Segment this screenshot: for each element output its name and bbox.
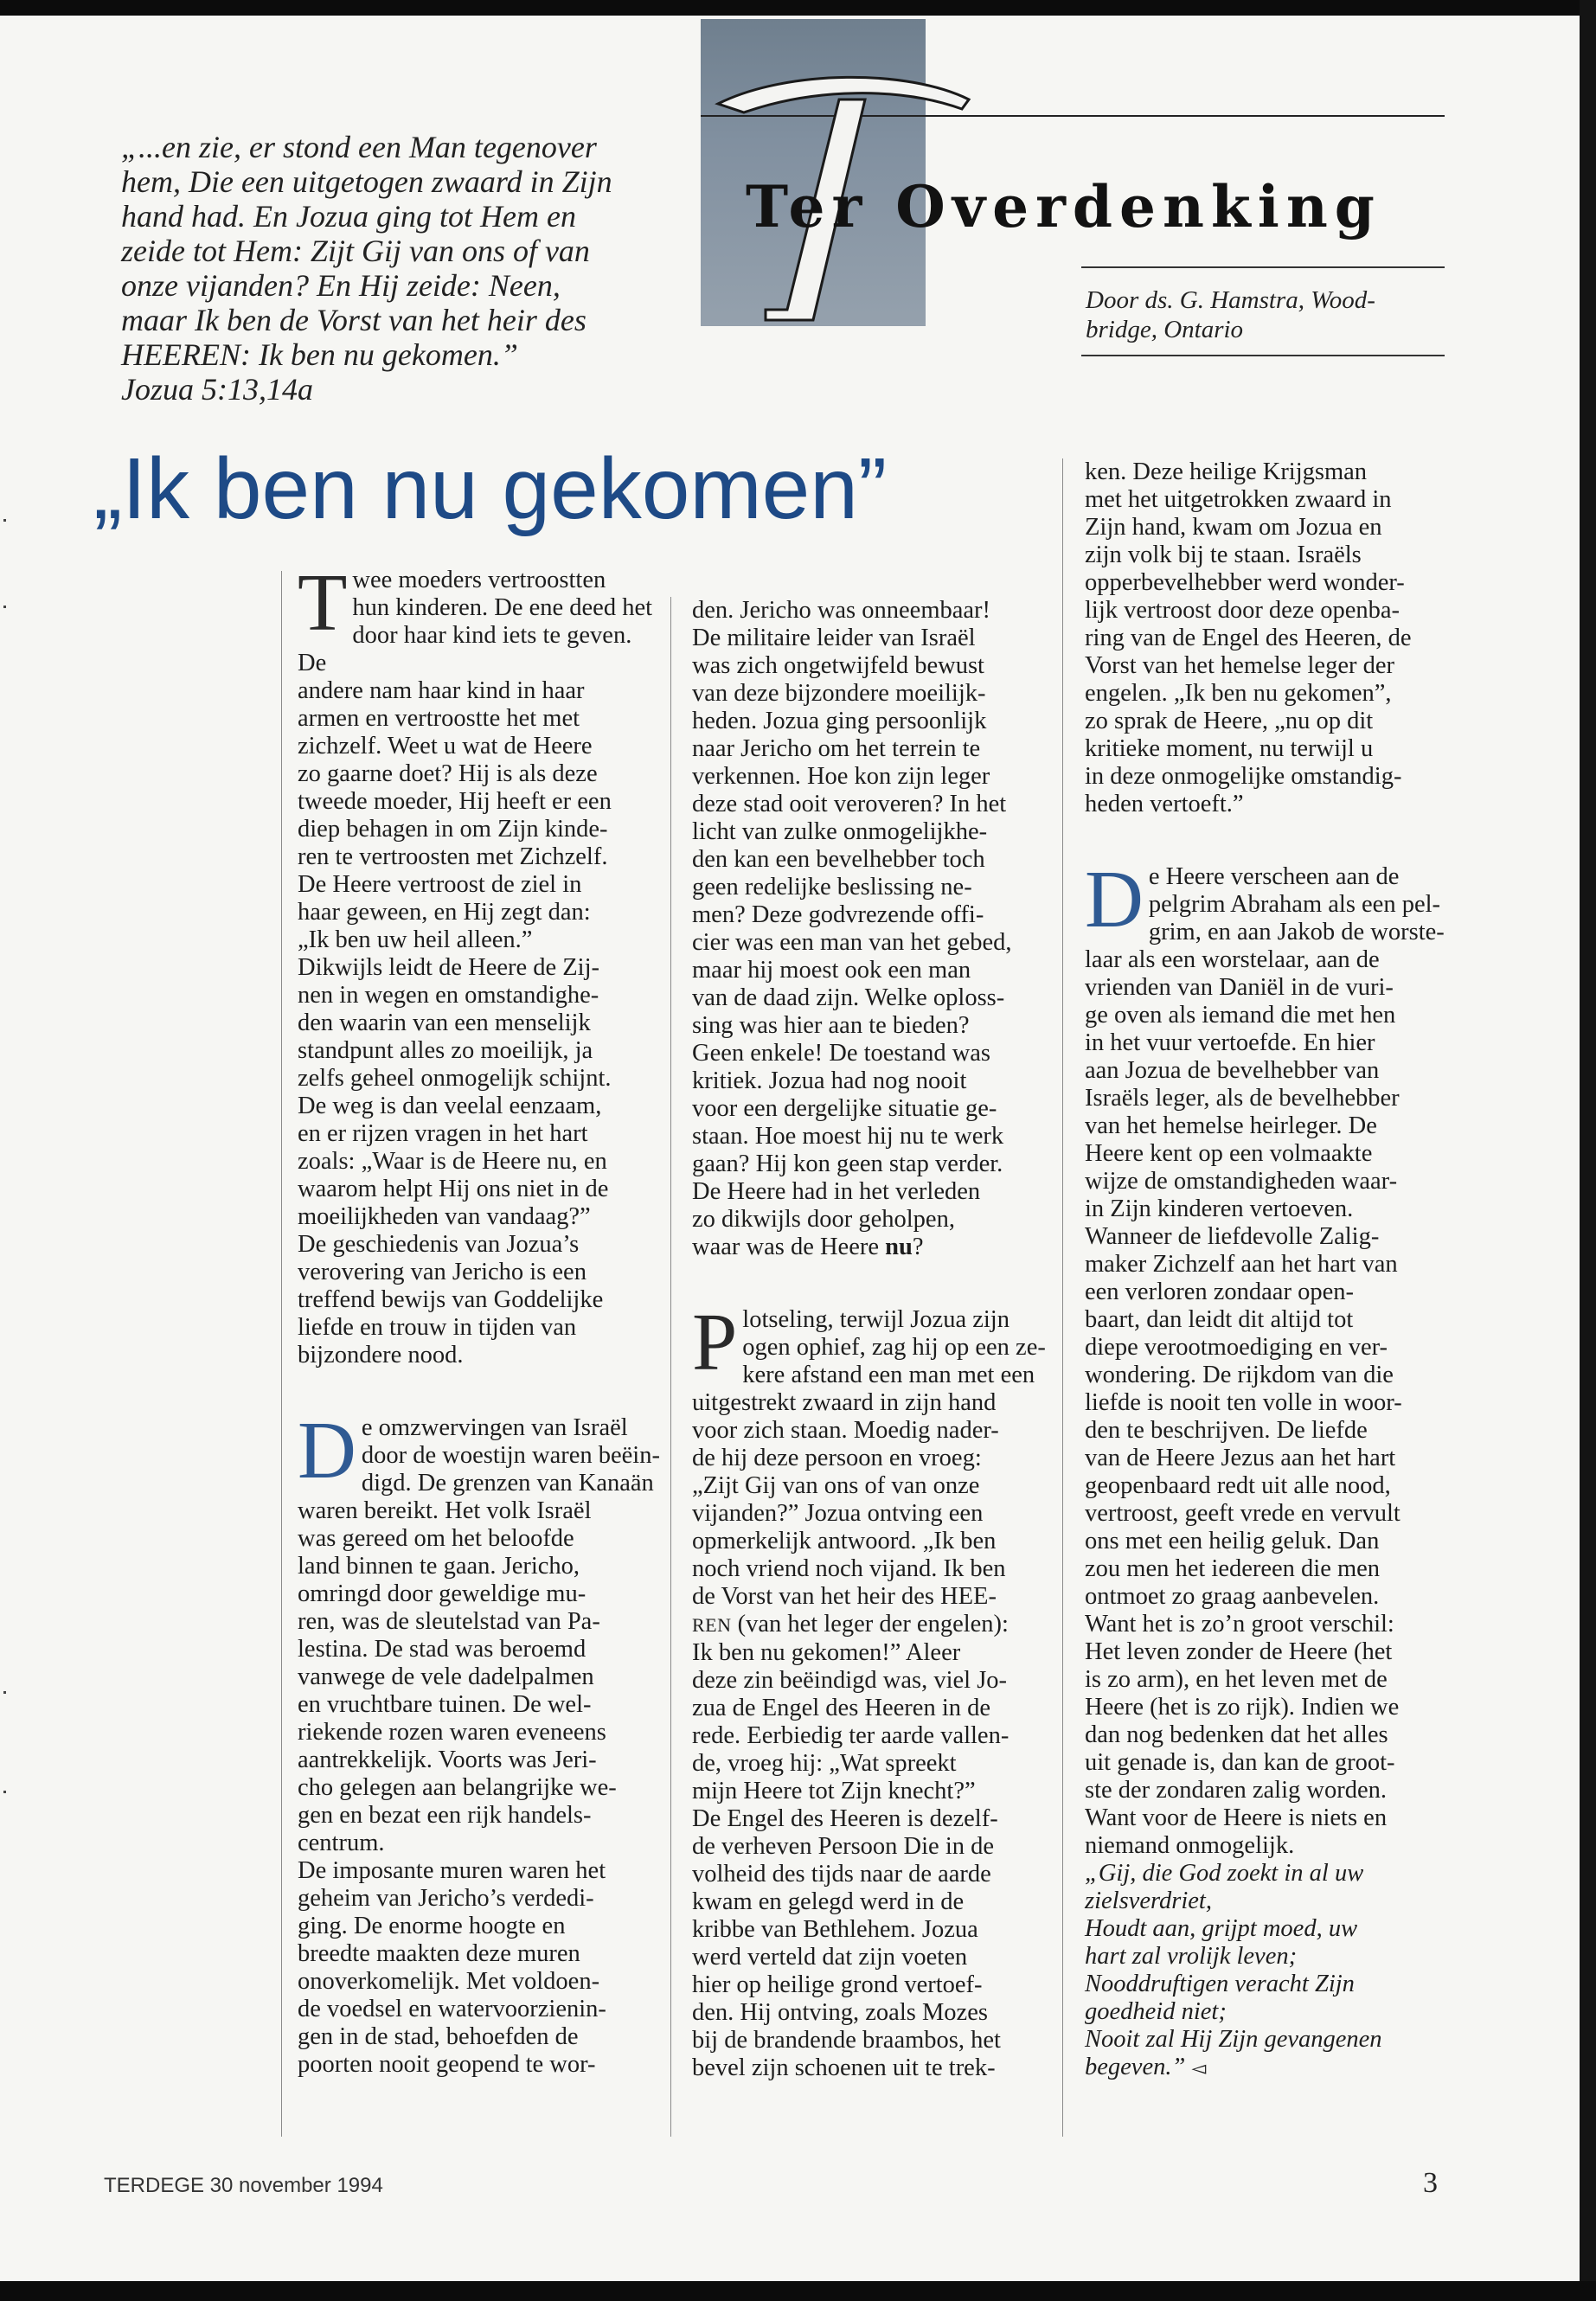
text-line: deze zin beëindigd was, viel Jo- bbox=[692, 1667, 1008, 1694]
text-line: laar als een worstelaar, aan de bbox=[1085, 946, 1380, 973]
text-line: Vorst van het hemelse leger der bbox=[1085, 652, 1394, 679]
margin-mark bbox=[3, 606, 6, 608]
text-line: engelen. „Ik ben nu gekomen”, bbox=[1085, 680, 1392, 707]
quote-line: onze vijanden? En Hij zeide: Neen, bbox=[121, 268, 561, 303]
text-line: andere nam haar kind in haar bbox=[298, 677, 585, 704]
text-line: van de daad zijn. Welke oploss- bbox=[692, 984, 1005, 1011]
text-line: geheim van Jericho’s verdedi- bbox=[298, 1885, 594, 1912]
text-line: bevel zijn schoenen uit te trek- bbox=[692, 2054, 996, 2081]
text-line: bij de brandende braambos, het bbox=[692, 2027, 1001, 2054]
text-line: was zich ongetwijfeld bewust bbox=[692, 652, 984, 679]
text-line: ontmoet zo graag aanbevelen. bbox=[1085, 1583, 1380, 1610]
text-line: de Vorst van het heir des HEE- bbox=[692, 1583, 997, 1610]
text-line: moeilijkheden van vandaag?” bbox=[298, 1203, 591, 1230]
text-line: men? Deze godvrezende offi- bbox=[692, 901, 984, 928]
text-line: kritieke moment, nu terwijl u bbox=[1085, 735, 1374, 762]
text-line: e Heere verscheen aan de bbox=[1148, 863, 1400, 890]
quote-line: maar Ik ben de Vorst van het heir des bbox=[121, 303, 586, 337]
text-line: „Zijt Gij van ons of van onze bbox=[692, 1472, 980, 1499]
text-line: de hij deze persoon en vroeg: bbox=[692, 1445, 982, 1471]
drop-cap: T bbox=[298, 558, 348, 648]
text-line: De Engel des Heeren is dezelf- bbox=[692, 1805, 998, 1832]
text-line: deze stad ooit veroveren? In het bbox=[692, 791, 1007, 817]
text-line: werd verteld dat zijn voeten bbox=[692, 1944, 968, 1971]
text-line: kribbe van Bethlehem. Jozua bbox=[692, 1916, 978, 1943]
svg-text:T: T bbox=[813, 261, 819, 271]
paragraph bbox=[1085, 855, 1457, 1860]
text-line: „Ik ben uw heil alleen.” bbox=[298, 926, 533, 953]
text-line: vertroost, geeft vrede en vervult bbox=[1085, 1500, 1401, 1527]
text-line: e omzwervingen van Israël bbox=[361, 1414, 628, 1441]
text-line: gen in de stad, behoefden de bbox=[298, 2023, 579, 2050]
paragraph bbox=[1085, 458, 1457, 818]
text-line: vrienden van Daniël in de vuri- bbox=[1085, 974, 1394, 1001]
text-line: liefde en trouw in tijden van bbox=[298, 1314, 577, 1341]
text-line: was gereed om het beloofde bbox=[298, 1525, 574, 1552]
margin-mark bbox=[3, 1691, 6, 1694]
text-line: noch vriend noch vijand. Ik ben bbox=[692, 1555, 1006, 1582]
paragraph bbox=[692, 597, 1055, 1261]
text-line: treffend bewijs van Goddelijke bbox=[298, 1286, 604, 1313]
text-line: kritiek. Jozua had nog nooit bbox=[692, 1067, 967, 1094]
text-line: haar geween, en Hij zegt dan: bbox=[298, 899, 591, 926]
poem bbox=[1085, 1860, 1457, 2082]
text-line-prefix: waar was de Heere bbox=[692, 1234, 886, 1260]
text-line: standpunt alles zo moeilijk, ja bbox=[298, 1037, 593, 1064]
text-line: poorten nooit geopend te wor- bbox=[298, 2051, 596, 2078]
author-line: Door ds. G. Hamstra, Wood- bbox=[1086, 286, 1375, 314]
quote-line: hand had. En Jozua ging tot Hem en bbox=[121, 199, 576, 234]
text-line: Het leven zonder de Heere (het bbox=[1085, 1638, 1393, 1665]
column-rule bbox=[670, 597, 671, 2137]
text-line: nen in wegen en omstandighe- bbox=[298, 982, 599, 1009]
text-line: voor een dergelijke situatie ge- bbox=[692, 1095, 997, 1122]
text-line: armen en vertroostte het met bbox=[298, 705, 580, 732]
text-line: zijn volk bij te staan. Israëls bbox=[1085, 542, 1362, 568]
article-headline: „Ik ben nu gekomen” bbox=[93, 440, 888, 537]
text-line: Wanneer de liefdevolle Zalig- bbox=[1085, 1223, 1380, 1250]
text-line: hun kinderen. De ene deed het bbox=[352, 594, 653, 621]
scripture-quote bbox=[121, 130, 675, 407]
text-line: aantrekkelijk. Voorts was Jeri- bbox=[298, 1747, 597, 1773]
text-line: verovering van Jericho is een bbox=[298, 1259, 586, 1285]
text-line: den kan een bevelhebber toch bbox=[692, 846, 985, 873]
text-line: ken. Deze heilige Krijgsman bbox=[1085, 458, 1368, 485]
author-byline bbox=[1086, 285, 1449, 344]
text-line: van deze bijzondere moeilijk- bbox=[692, 680, 986, 707]
text-line: mijn Heere tot Zijn knecht?” bbox=[692, 1778, 976, 1804]
margin-mark bbox=[3, 1791, 6, 1793]
text-line-suffix: ? bbox=[912, 1234, 924, 1260]
text-line: heden. Jozua ging persoonlijk bbox=[692, 708, 987, 734]
text-line: in het vuur vertoefde. En hier bbox=[1085, 1029, 1375, 1056]
text-line: licht van zulke onmogelijkhe- bbox=[692, 818, 988, 845]
text-line: ring van de Engel des Heeren, de bbox=[1085, 625, 1412, 651]
text-line: zua de Engel des Heeren in de bbox=[692, 1695, 991, 1721]
text-line: heden vertoeft.” bbox=[1085, 791, 1244, 817]
text-line: is zo arm), en het leven met de bbox=[1085, 1666, 1388, 1693]
text-line: gaan? Hij kon geen stap verder. bbox=[692, 1150, 1003, 1177]
text-line: land binnen te gaan. Jericho, bbox=[298, 1553, 580, 1580]
text-line: naar Jericho om het terrein te bbox=[692, 735, 981, 762]
emphasis-text: nu bbox=[885, 1234, 913, 1260]
text-line: wondering. De rijkdom van die bbox=[1085, 1362, 1394, 1388]
text-line: kere afstand een man met een bbox=[742, 1362, 1035, 1388]
article-column-1 bbox=[298, 558, 661, 2079]
poem-line: goedheid niet; bbox=[1085, 1998, 1227, 2025]
text-line: Heere kent op een volmaakte bbox=[1085, 1140, 1373, 1167]
text-line: lestina. De stad was beroemd bbox=[298, 1636, 586, 1663]
bottom-scan-edge bbox=[0, 2281, 1596, 2301]
text-line: ren te vertroosten met Zichzelf. bbox=[298, 843, 608, 870]
text-line: ogen ophief, zag hij op een ze- bbox=[742, 1334, 1046, 1361]
text-line: Israëls leger, als de bevelhebber bbox=[1085, 1085, 1400, 1112]
text-line: De Heere vertroost de ziel in bbox=[298, 871, 582, 898]
text-line: in Zijn kinderen vertoeven. bbox=[1085, 1195, 1354, 1222]
text-line: de verheven Persoon Die in de bbox=[692, 1833, 995, 1860]
text-line: lijk vertroost door deze openba- bbox=[1085, 597, 1401, 624]
text-line: rede. Eerbiedig ter aarde vallen- bbox=[692, 1722, 1010, 1749]
text-line: waarom helpt Hij ons niet in de bbox=[298, 1176, 609, 1202]
text-line: onoverkomelijk. Met voldoen- bbox=[298, 1968, 600, 1995]
text-line: voor zich staan. Moedig nader- bbox=[692, 1417, 999, 1444]
text-line: Heere (het is zo rijk). Indien we bbox=[1085, 1694, 1400, 1721]
text-line: opmerkelijk antwoord. „Ik ben bbox=[692, 1528, 997, 1554]
text-line: ge oven als iemand die met hen bbox=[1085, 1002, 1396, 1029]
text-line: pelgrim Abraham als een pel- bbox=[1148, 891, 1441, 918]
text-line: dan nog bedenken dat het alles bbox=[1085, 1721, 1388, 1748]
poem-line: „Gij, die God zoekt in al uw bbox=[1085, 1860, 1364, 1887]
text-line: van het hemelse heirleger. De bbox=[1085, 1112, 1377, 1139]
section-title: Ter Overdenking bbox=[746, 173, 1381, 240]
column-rule bbox=[1062, 458, 1063, 2137]
text-line: opperbevelhebber werd wonder- bbox=[1085, 569, 1405, 596]
poem-line: Nooddruftigen veracht Zijn bbox=[1085, 1971, 1355, 1997]
top-scan-edge bbox=[0, 0, 1596, 16]
text-line: den. Hij ontving, zoals Mozes bbox=[692, 1999, 988, 2026]
text-line: sing was hier aan te bieden? bbox=[692, 1012, 970, 1039]
text-line: wijze de omstandigheden waar- bbox=[1085, 1168, 1398, 1195]
text-line: bijzondere nood. bbox=[298, 1342, 464, 1368]
quote-line: HEEREN: Ik ben nu gekomen.” bbox=[121, 337, 518, 372]
text-line: maker Zichzelf aan het hart van bbox=[1085, 1251, 1398, 1278]
text-line: wee moeders vertroostten bbox=[352, 567, 606, 593]
drop-cap: D bbox=[1085, 855, 1144, 945]
quote-line: „...en zie, er stond een Man tegenover bbox=[121, 130, 597, 164]
text-line: uit genade is, dan kan de groot- bbox=[1085, 1749, 1395, 1776]
end-mark-icon: ◅ bbox=[1191, 2057, 1207, 2079]
text-line: grim, en aan Jakob de worste- bbox=[1148, 919, 1445, 945]
text-line: zo dikwijls door geholpen, bbox=[692, 1206, 955, 1233]
drop-cap: D bbox=[298, 1406, 356, 1496]
text-line: verkennen. Hoe kon zijn leger bbox=[692, 763, 990, 790]
text-line: zelfs geheel onmogelijk schijnt. bbox=[298, 1065, 612, 1092]
margin-mark bbox=[3, 519, 6, 522]
text-line: liefde is nooit ten volle in woor- bbox=[1085, 1389, 1402, 1416]
text-line: volheid des tijds naar de aarde bbox=[692, 1861, 991, 1888]
text-line: De imposante muren waren het bbox=[298, 1857, 606, 1884]
text-line: ons met een heilig geluk. Dan bbox=[1085, 1528, 1380, 1554]
text-line: digd. De grenzen van Kanaän bbox=[361, 1470, 654, 1497]
text-line: maar hij moest ook een man bbox=[692, 957, 971, 984]
text-line: Zijn hand, kwam om Jozua en bbox=[1085, 514, 1382, 541]
text-line: gen en bezat een rijk handels- bbox=[298, 1802, 592, 1829]
text-line: vijanden?” Jozua ontving een bbox=[692, 1500, 984, 1527]
text-line: door de woestijn waren beëin- bbox=[361, 1442, 660, 1469]
text-line: diep behagen in om Zijn kinde- bbox=[298, 816, 608, 843]
article-column-3 bbox=[1085, 458, 1457, 2082]
text-line: centrum. bbox=[298, 1830, 385, 1856]
text-line: diepe verootmoediging en ver- bbox=[1085, 1334, 1388, 1361]
text-line: Ik ben nu gekomen!” Aleer bbox=[692, 1639, 961, 1666]
paragraph bbox=[298, 558, 661, 1369]
text-line: hier op heilige grond vertoef- bbox=[692, 1971, 983, 1998]
text-line: uitgestrekt zwaard in zijn hand bbox=[692, 1389, 997, 1416]
paragraph bbox=[298, 1406, 661, 2079]
text-line: riekende rozen waren eveneens bbox=[298, 1719, 606, 1746]
text-line: breedte maakten deze muren bbox=[298, 1940, 580, 1967]
text-line: vanwege de vele dadelpalmen bbox=[298, 1663, 594, 1690]
text-line: ste der zondaren zalig worden. bbox=[1085, 1777, 1387, 1804]
text-line: door haar kind iets te geven. De bbox=[298, 622, 632, 676]
text-line: cho gelegen aan belangrijke we- bbox=[298, 1774, 617, 1801]
text-line: waren bereikt. Het volk Israël bbox=[298, 1497, 592, 1524]
author-rule bbox=[1081, 266, 1445, 268]
poem-line: Nooit zal Hij Zijn gevangenen bbox=[1085, 2026, 1382, 2053]
text-line: cier was een man van het gebed, bbox=[692, 929, 1012, 956]
quote-line: zeide tot Hem: Zijt Gij van ons of van bbox=[121, 234, 590, 268]
drop-cap: P bbox=[692, 1298, 738, 1388]
text-line: ging. De enorme hoogte en bbox=[298, 1913, 566, 1939]
text-line: De Heere had in het verleden bbox=[692, 1178, 981, 1205]
poem-line: hart zal vrolijk leven; bbox=[1085, 1943, 1298, 1970]
poem-line: zielsverdriet, bbox=[1085, 1888, 1212, 1914]
text-line: den waarin van een menselijk bbox=[298, 1009, 591, 1036]
text-line: den te beschrijven. De liefde bbox=[1085, 1417, 1368, 1444]
text-line: Want voor de Heere is niets en bbox=[1085, 1804, 1388, 1831]
text-line: Dikwijls leidt de Heere de Zij- bbox=[298, 954, 600, 981]
text-line: aan Jozua de bevelhebber van bbox=[1085, 1057, 1380, 1084]
text-line: tweede moeder, Hij heeft er een bbox=[298, 788, 612, 815]
text-line: geen redelijke beslissing ne- bbox=[692, 874, 972, 901]
quote-line: hem, Die een uitgetogen zwaard in Zijn bbox=[121, 164, 612, 199]
author-rule bbox=[1081, 355, 1445, 356]
text-line: De militaire leider van Israël bbox=[692, 625, 976, 651]
text-line: De geschiedenis van Jozua’s bbox=[298, 1231, 580, 1258]
text-line: staan. Hoe moest hij nu te werk bbox=[692, 1123, 1004, 1150]
text-line: en vruchtbare tuinen. De wel- bbox=[298, 1691, 592, 1718]
text-line: zichzelf. Weet u wat de Heere bbox=[298, 733, 593, 760]
text-line: geopenbaard redt uit alle nood, bbox=[1085, 1472, 1391, 1499]
text-line: en er rijzen vragen in het hart bbox=[298, 1120, 588, 1147]
text-line: de voedsel en watervoorzienin- bbox=[298, 1996, 606, 2022]
text-line: ren, was de sleutelstad van Pa- bbox=[298, 1608, 600, 1635]
text-line: zoals: „Waar is de Heere nu, en bbox=[298, 1148, 607, 1175]
author-line: bridge, Ontario bbox=[1086, 316, 1244, 343]
paragraph bbox=[692, 1298, 1055, 2082]
text-line: kwam en gelegd werd in de bbox=[692, 1888, 965, 1915]
page-number: 3 bbox=[1423, 2167, 1438, 2199]
article-column-2 bbox=[692, 597, 1055, 2082]
text-line: Geen enkele! De toestand was bbox=[692, 1040, 991, 1067]
text-line: den. Jericho was onneembaar! bbox=[692, 597, 991, 624]
text-line: zo sprak de Heere, „nu op dit bbox=[1085, 708, 1374, 734]
text-line-suffix: (van het leger der engelen): bbox=[731, 1611, 1009, 1638]
text-line: lotseling, terwijl Jozua zijn bbox=[742, 1306, 1010, 1333]
text-line: in deze onmogelijke omstandig- bbox=[1085, 763, 1402, 790]
column-rule bbox=[281, 571, 282, 2137]
right-scan-edge bbox=[1580, 0, 1596, 2301]
text-line: De weg is dan veelal eenzaam, bbox=[298, 1093, 602, 1119]
text-line: de, vroeg hij: „Wat spreekt bbox=[692, 1750, 957, 1777]
text-line: niemand onmogelijk. bbox=[1085, 1832, 1295, 1859]
text-line: omringd door geweldige mu- bbox=[298, 1580, 586, 1607]
publication-footer: TERDEGE 30 november 1994 bbox=[104, 2174, 383, 2197]
small-caps-text: REN bbox=[692, 1614, 732, 1636]
text-line: baart, dan leidt dit altijd tot bbox=[1085, 1306, 1354, 1333]
text-line: zo gaarne doet? Hij is als deze bbox=[298, 760, 598, 787]
text-line: zou men het iedereen die men bbox=[1085, 1555, 1381, 1582]
text-line: met het uitgetrokken zwaard in bbox=[1085, 486, 1392, 513]
text-line: van de Heere Jezus aan het hart bbox=[1085, 1445, 1396, 1471]
poem-line: Houdt aan, grijpt moed, uw bbox=[1085, 1915, 1358, 1942]
quote-reference: Jozua 5:13,14a bbox=[121, 372, 313, 407]
text-line: Want het is zo’n groot verschil: bbox=[1085, 1611, 1394, 1638]
text-line: een verloren zondaar open- bbox=[1085, 1279, 1354, 1305]
poem-line: begeven.” bbox=[1085, 2054, 1186, 2080]
